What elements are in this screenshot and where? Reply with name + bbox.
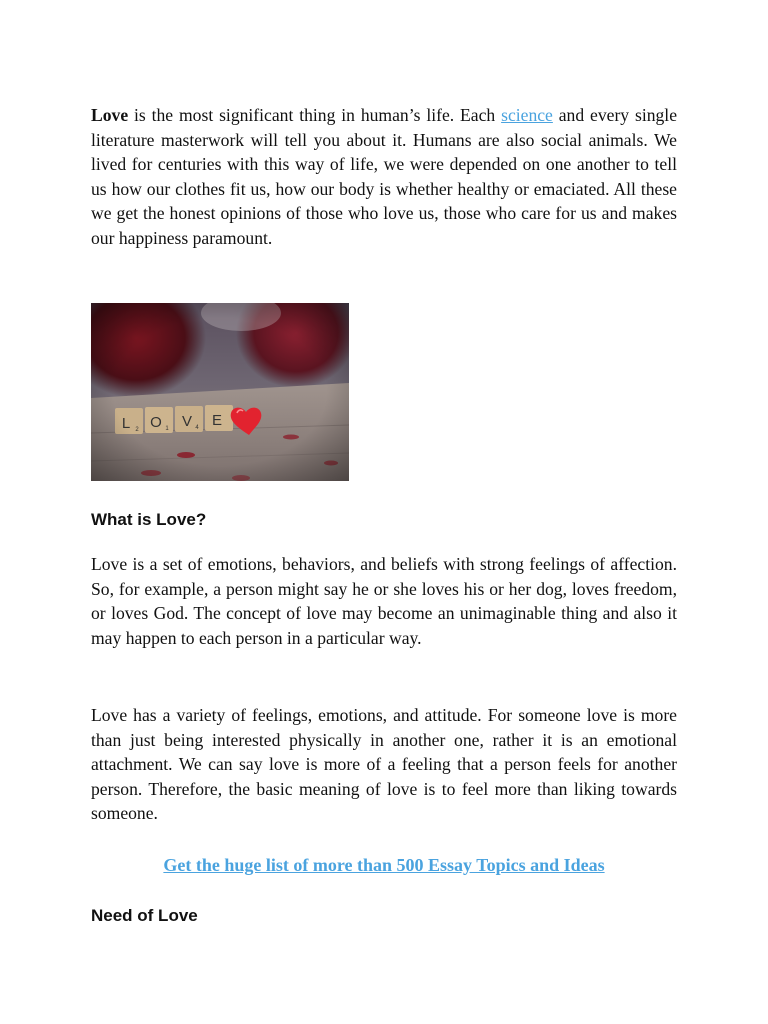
- what-is-love-heading: What is Love?: [91, 510, 207, 529]
- intro-paragraph: [91, 103, 677, 250]
- essay-topics-link[interactable]: Get the huge list of more than 500 Essay Topics and Ideas: [163, 855, 605, 875]
- essay-topics-cta: [91, 855, 677, 876]
- what-is-love-paragraph-2: Love has a variety of feelings, emotions, and attitude. For someone love is more than just being interested physically in another one, rather it is an emotional attachment. We can say love is more of a feeling that a person feels for another person. Therefore, the basic meaning of love is to feel more than liking towards someone.: [91, 705, 677, 823]
- what-is-love-paragraph-1: Love is a set of emotions, behaviors, and beliefs with strong feelings of affection. So, for example, a person might say he or she loves his or her dog, loves freedom, or loves God. The concept of love may become an unimaginable thing and also it may happen to each person in a particular way.: [91, 554, 677, 648]
- love-photo: [91, 303, 349, 481]
- intro-text-after-link: and every single literature masterwork will tell you about it. Humans are also social animals. We lived for centuries with this way of life, we were depended on one another to tell us how our clothes fit us, how our body is whether healthy or emaciated. All these we get the honest opinions of those who love us, those who care for us and makes our happiness paramount.: [91, 105, 678, 248]
- intro-text-before-link: is the most significant thing in human’s life. Each: [128, 105, 502, 125]
- need-of-love-heading: Need of Love: [91, 906, 198, 925]
- intro-lead-word: Love: [91, 105, 129, 125]
- science-link[interactable]: science: [501, 105, 553, 125]
